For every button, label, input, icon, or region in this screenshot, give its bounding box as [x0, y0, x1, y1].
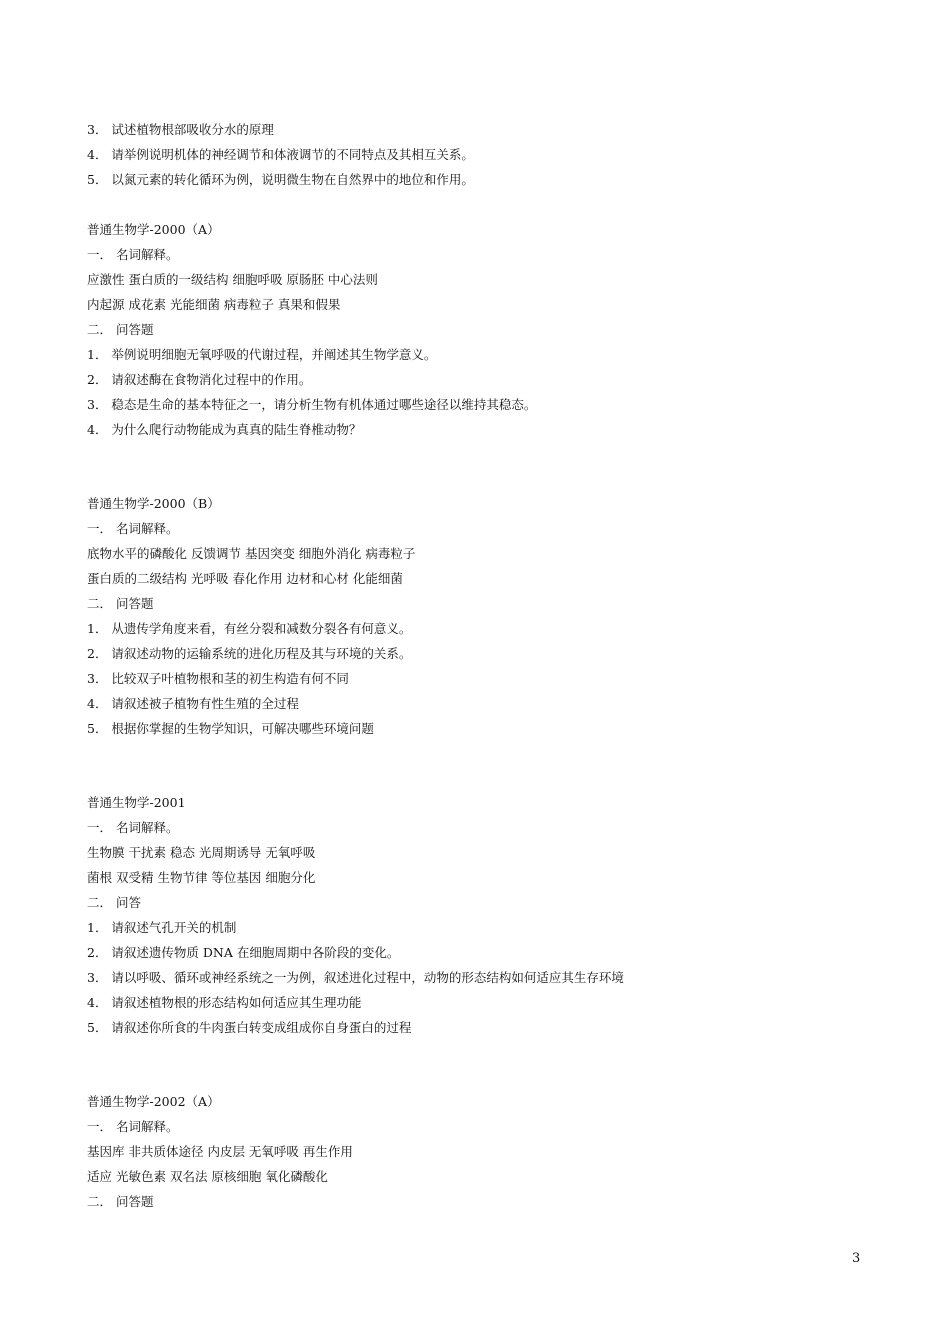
question-item: 4． 请叙述植物根的形态结构如何适应其生理功能 [87, 995, 362, 1010]
exam-title-2000a: 普通生物学-2000（A） [87, 222, 220, 237]
section-heading: 一． 名词解释。 [87, 521, 179, 536]
section-heading: 一． 名词解释。 [87, 247, 179, 262]
term-list: 基因库 非共质体途径 内皮层 无氧呼吸 再生作用 [87, 1144, 353, 1159]
question-item: 3． 稳态是生命的基本特征之一，请分析生物有机体通过哪些途径以维持其稳态。 [87, 397, 537, 412]
question-item: 3． 比较双子叶植物根和茎的初生构造有何不同 [87, 671, 349, 686]
question-item: 5． 根据你掌握的生物学知识，可解决哪些环境问题 [87, 721, 374, 736]
question-item: 5． 以氮元素的转化循环为例，说明微生物在自然界中的地位和作用。 [87, 172, 474, 187]
question-item: 2． 请叙述动物的运输系统的进化历程及其与环境的关系。 [87, 646, 412, 661]
section-heading: 二． 问答题 [87, 322, 154, 337]
term-list: 菌根 双受精 生物节律 等位基因 细胞分化 [87, 870, 316, 885]
exam-title-2000b: 普通生物学-2000（B） [87, 496, 220, 511]
term-list: 底物水平的磷酸化 反馈调节 基因突变 细胞外消化 病毒粒子 [87, 546, 416, 561]
section-heading: 一． 名词解释。 [87, 1119, 179, 1134]
section-heading: 二． 问答 [87, 895, 141, 910]
question-item: 1． 从遗传学角度来看，有丝分裂和减数分裂各有何意义。 [87, 621, 412, 636]
term-list: 应激性 蛋白质的一级结构 细胞呼吸 原肠胚 中心法则 [87, 272, 378, 287]
question-item: 1． 举例说明细胞无氧呼吸的代谢过程，并阐述其生物学意义。 [87, 347, 437, 362]
term-list: 内起源 成花素 光能细菌 病毒粒子 真果和假果 [87, 297, 341, 312]
section-heading: 一． 名词解释。 [87, 820, 179, 835]
question-item: 3． 试述植物根部吸收分水的原理 [87, 122, 274, 137]
question-item: 4． 请叙述被子植物有性生殖的全过程 [87, 696, 299, 711]
page-number: 3 [852, 1251, 861, 1266]
term-list: 适应 光敏色素 双名法 原核细胞 氧化磷酸化 [87, 1169, 328, 1184]
section-heading: 二． 问答题 [87, 596, 154, 611]
question-item: 3． 请以呼吸、循环或神经系统之一为例，叙述进化过程中，动物的形态结构如何适应其生存环境 [87, 970, 624, 985]
question-item: 2． 请叙述酶在食物消化过程中的作用。 [87, 372, 312, 387]
term-list: 蛋白质的二级结构 光呼吸 春化作用 边材和心材 化能细菌 [87, 571, 403, 586]
question-item: 5． 请叙述你所食的牛肉蛋白转变成组成你自身蛋白的过程 [87, 1020, 412, 1035]
question-item: 1． 请叙述气孔开关的机制 [87, 920, 237, 935]
section-heading: 二． 问答题 [87, 1194, 154, 1209]
exam-title-2002a: 普通生物学-2002（A） [87, 1094, 220, 1109]
question-item: 2． 请叙述遗传物质 DNA 在细胞周期中各阶段的变化。 [87, 945, 400, 960]
question-item: 4． 请举例说明机体的神经调节和体液调节的不同特点及其相互关系。 [87, 147, 474, 162]
question-item: 4． 为什么爬行动物能成为真真的陆生脊椎动物？ [87, 422, 362, 437]
term-list: 生物膜 干扰素 稳态 光周期诱导 无氧呼吸 [87, 845, 316, 860]
exam-title-2001: 普通生物学-2001 [87, 795, 186, 810]
